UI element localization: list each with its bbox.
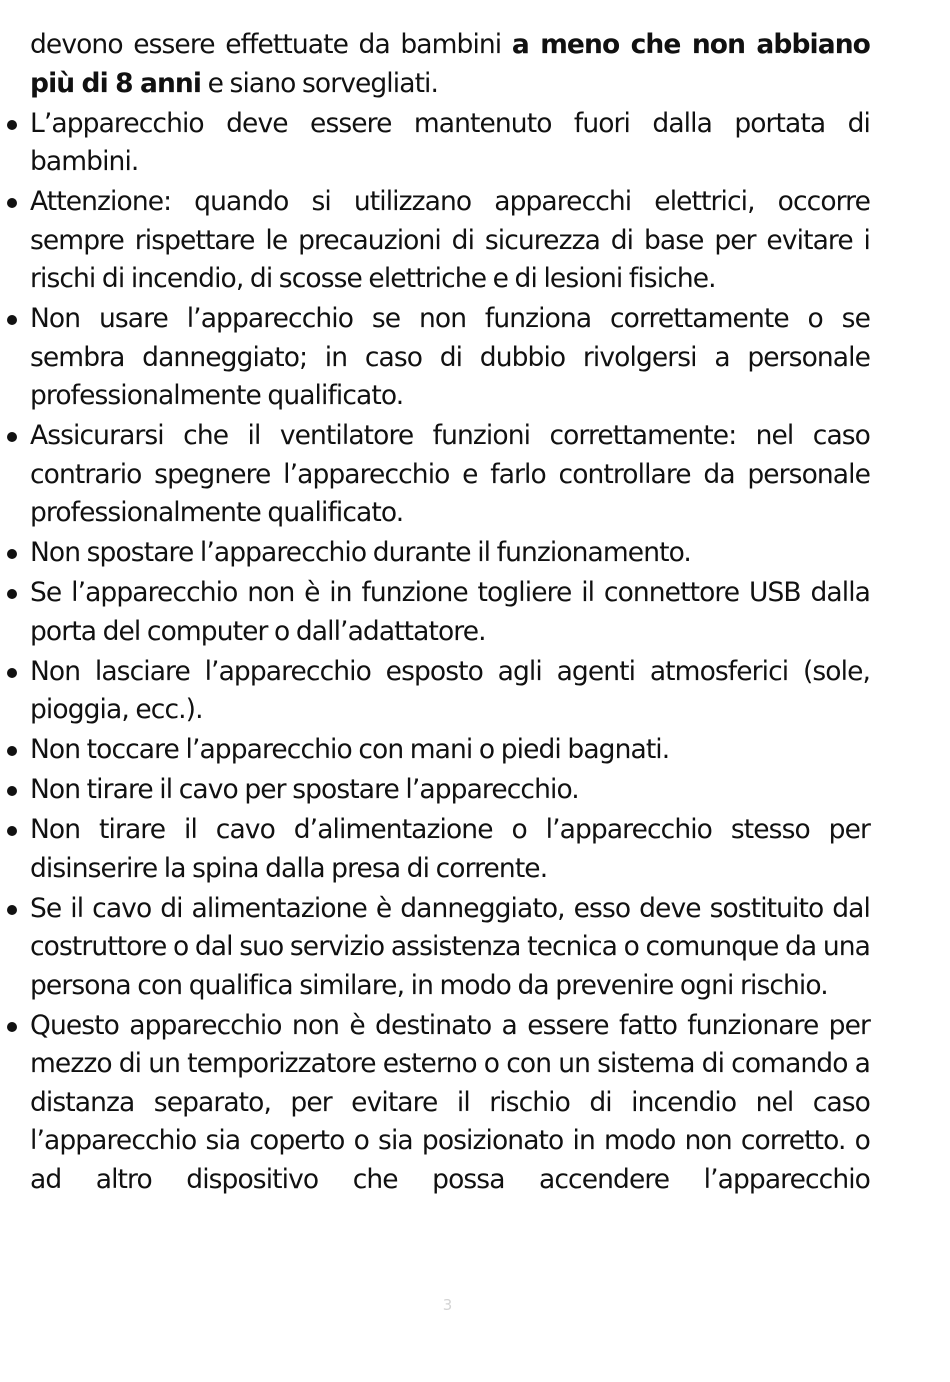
bullet-icon [7, 589, 17, 599]
list-item-text: L’apparecchio deve essere mantenuto fuori dalla portata di bambini. [30, 107, 870, 177]
list-item-text: Non lasciare l’apparecchio esposto agli agenti atmosferici (sole, pioggia, ecc.). [30, 655, 870, 725]
bullet-icon [7, 549, 17, 559]
bullet-icon [7, 786, 17, 796]
bullet-icon [7, 432, 17, 442]
bullet-list [30, 105, 870, 1200]
list-item [30, 534, 870, 573]
intro-text-after: e siano sorvegliati. [201, 67, 439, 99]
list-item [30, 653, 870, 730]
bullet-icon [7, 315, 17, 325]
list-item [30, 731, 870, 770]
list-item-text: Non toccare l’apparecchio con mani o piedi bagnati. [30, 734, 670, 765]
list-item [30, 300, 870, 416]
list-item-text: Attenzione: quando si utilizzano apparecchi elettrici, occorre sempre rispettare le precauzioni di sicurezza di base per evitare i rischi di incendio, di scosse elettriche e di lesioni fisiche. [30, 186, 870, 294]
bullet-icon [7, 826, 17, 836]
intro-paragraph [30, 26, 870, 103]
intro-text-before: devono essere effettuate da bambini [30, 29, 512, 60]
bullet-icon [7, 905, 17, 915]
list-item [30, 771, 870, 810]
bullet-icon [7, 668, 17, 678]
list-item [30, 183, 870, 299]
list-item [30, 417, 870, 533]
list-item-text: Non spostare l’apparecchio durante il funzionamento. [30, 537, 691, 568]
list-item-text: Questo apparecchio non è destinato a essere fatto funzionare per mezzo di un temporizzatore esterno o con un sistema di comando a distanza separato, per evitare il rischio di incendio nel caso l’apparecchio sia coperto o sia posizionato in modo non corretto. o ad altro dispositivo che possa accendere l’apparecchio [30, 1009, 870, 1195]
bullet-icon [7, 1022, 17, 1032]
page-number: 3 [442, 1296, 453, 1314]
bullet-icon [7, 746, 17, 756]
bullet-icon [7, 120, 17, 130]
list-item [30, 105, 870, 182]
list-item-text: Non tirare il cavo d’alimentazione o l’apparecchio stesso per disinserire la spina dalla presa di corrente. [30, 814, 870, 884]
list-item-text: Se il cavo di alimentazione è danneggiato, esso deve sostituito dal costruttore o dal suo servizio assistenza tecnica o comunque da una persona con qualifica similare, in modo da prevenire ogni rischio. [30, 892, 870, 1001]
list-item-text: Non usare l’apparecchio se non funziona correttamente o se sembra danneggiato; in caso di dubbio rivolgersi a personale professionalmente qualificato. [30, 303, 870, 411]
list-item-text: Se l’apparecchio non è in funzione togliere il connettore USB dalla porta del computer o dall’adattatore. [30, 577, 870, 647]
intro-bold-text: a meno che non abbiano più di 8 anni [30, 29, 870, 99]
list-item [30, 811, 870, 888]
bullet-icon [7, 198, 17, 208]
list-item [30, 1007, 870, 1200]
list-item-text: Non tirare il cavo per spostare l’apparecchio. [30, 774, 579, 805]
list-item-text: Assicurarsi che il ventilatore funzioni correttamente: nel caso contrario spegnere l’apparecchio e farlo controllare da personale professionalmente qualificato. [30, 420, 870, 528]
list-item [30, 574, 870, 651]
list-item [30, 890, 870, 1006]
safety-instructions [30, 26, 870, 1201]
